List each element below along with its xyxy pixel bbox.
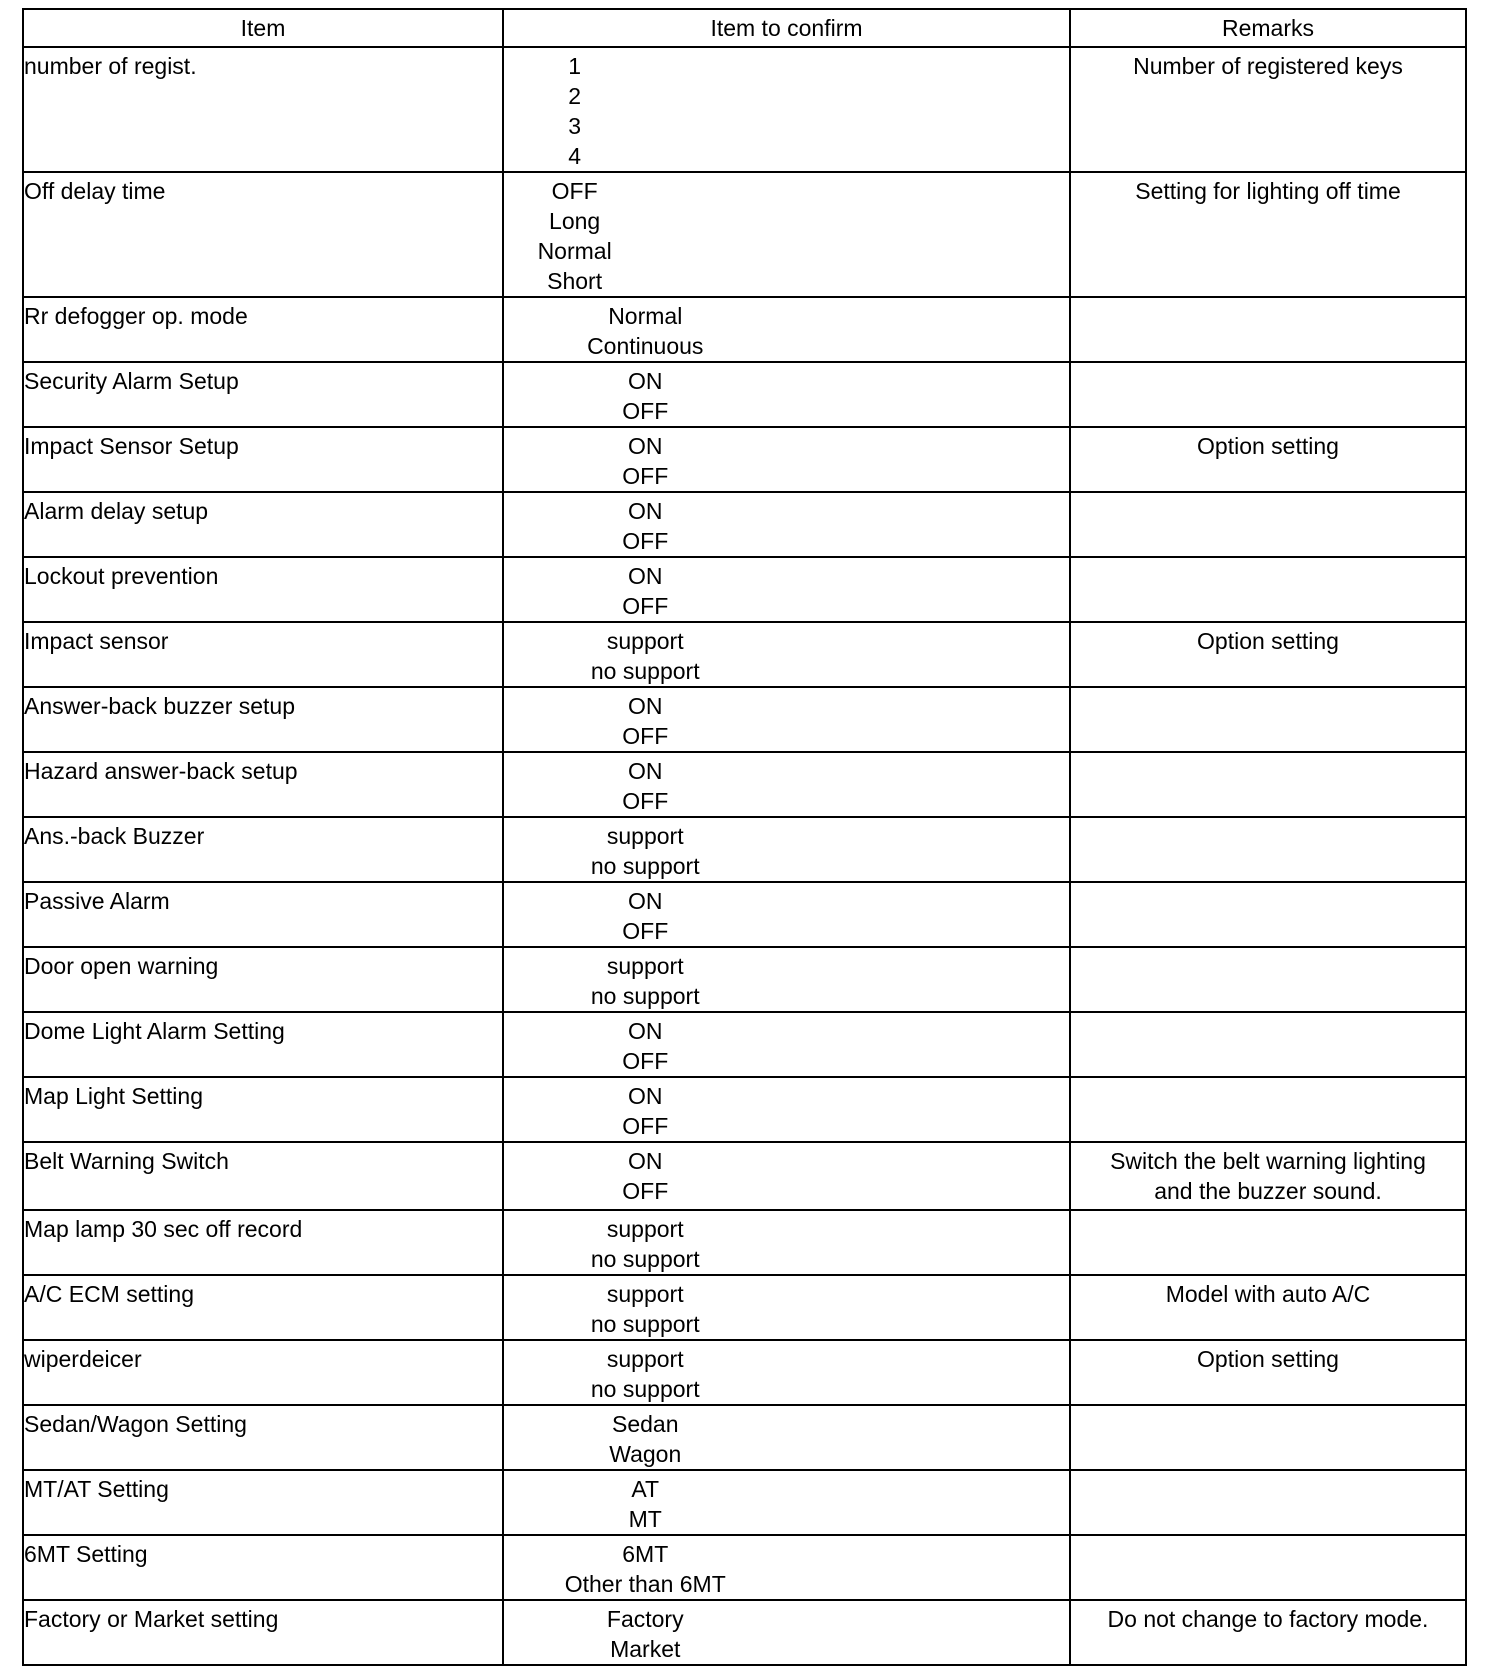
option-value: ON [628,368,663,394]
confirm-cell [503,817,1070,882]
option-value: OFF [622,1113,669,1139]
item-cell: Security Alarm Setup [23,362,503,427]
table-row [23,1340,1466,1405]
table-row [23,622,1466,687]
item-cell: Answer-back buzzer setup [23,687,503,752]
option-value: support [606,1216,684,1242]
table-row [23,882,1466,947]
option-value: OFF [551,178,598,204]
option-value: ON [628,758,663,784]
option-value: AT [631,1476,660,1502]
option-value: support [606,953,684,979]
item-cell: Belt Warning Switch [23,1142,503,1210]
table-row [23,427,1466,492]
table-row [23,752,1466,817]
option-value: ON [628,563,663,589]
option-value: Long [549,208,601,234]
confirm-cell [503,1535,1070,1600]
remark-cell [1070,1077,1466,1142]
remark-cell [1070,1210,1466,1275]
table-row [23,1275,1466,1340]
option-value: ON [628,1018,663,1044]
option-value: no support [590,983,700,1009]
remark-cell [1070,362,1466,427]
option-value: Wagon [609,1441,682,1467]
remark-cell [1070,752,1466,817]
option-value: no support [590,1376,700,1402]
option-value: 6MT [622,1541,669,1567]
table-row [23,172,1466,297]
remark-cell: Option setting [1070,427,1466,492]
confirm-cell [503,297,1070,362]
option-value: 2 [568,83,582,109]
item-cell: Rr defogger op. mode [23,297,503,362]
item-cell: Door open warning [23,947,503,1012]
header-item-to-confirm: Item to confirm [503,9,1070,47]
option-value: no support [590,1311,700,1337]
option-value: OFF [622,918,669,944]
option-value: support [606,1281,684,1307]
header-remarks: Remarks [1070,9,1466,47]
confirm-cell [503,427,1070,492]
item-cell: Ans.-back Buzzer [23,817,503,882]
option-value: ON [628,498,663,524]
table-row [23,1077,1466,1142]
option-value: ON [628,1083,663,1109]
table-row [23,1210,1466,1275]
option-value: Continuous [587,333,704,359]
remark-cell: Number of registered keys [1070,47,1466,172]
table-row [23,687,1466,752]
table-row [23,947,1466,1012]
option-value: OFF [622,528,669,554]
confirm-cell [503,1142,1070,1210]
remark-cell: Option setting [1070,1340,1466,1405]
table-row [23,817,1466,882]
header-row [23,9,1466,47]
confirm-cell [503,947,1070,1012]
confirm-cell [503,172,1070,297]
remark-cell [1070,297,1466,362]
option-value: OFF [622,593,669,619]
confirm-cell [503,1275,1070,1340]
remark-cell [1070,492,1466,557]
table-row [23,362,1466,427]
table-row [23,1142,1466,1210]
confirm-cell [503,1340,1070,1405]
option-value: ON [628,693,663,719]
table-row [23,1470,1466,1535]
remark-cell [1070,817,1466,882]
option-value: no support [590,658,700,684]
confirm-cell [503,1210,1070,1275]
item-cell: Passive Alarm [23,882,503,947]
table-row [23,1012,1466,1077]
confirm-cell [503,1470,1070,1535]
option-value: ON [628,1148,663,1174]
remark-cell [1070,557,1466,622]
remark-cell: Do not change to factory mode. [1070,1600,1466,1665]
settings-table [22,8,1467,1666]
option-value: Factory [606,1606,684,1632]
remark-cell [1070,882,1466,947]
item-cell: Impact Sensor Setup [23,427,503,492]
item-cell: 6MT Setting [23,1535,503,1600]
remark-cell [1070,1405,1466,1470]
item-cell: wiperdeicer [23,1340,503,1405]
option-value: OFF [622,1178,669,1204]
option-value: OFF [622,398,669,424]
header-item: Item [23,9,503,47]
confirm-cell [503,882,1070,947]
confirm-cell [503,1012,1070,1077]
remark-cell [1070,1535,1466,1600]
confirm-cell [503,1077,1070,1142]
option-value: 3 [568,113,582,139]
option-value: support [606,1346,684,1372]
option-value: no support [590,1246,700,1272]
option-value: support [606,823,684,849]
confirm-cell [503,622,1070,687]
option-value: OFF [622,463,669,489]
option-value: Normal [608,303,683,329]
option-value: Other than 6MT [564,1571,726,1597]
confirm-cell [503,1405,1070,1470]
confirm-cell [503,1600,1070,1665]
item-cell: Dome Light Alarm Setting [23,1012,503,1077]
item-cell: MT/AT Setting [23,1470,503,1535]
item-cell: Sedan/Wagon Setting [23,1405,503,1470]
option-value: ON [628,433,663,459]
table-row [23,492,1466,557]
option-value: 4 [568,143,582,169]
confirm-cell [503,362,1070,427]
item-cell: Map Light Setting [23,1077,503,1142]
confirm-cell [503,47,1070,172]
option-value: OFF [622,723,669,749]
option-value: OFF [622,788,669,814]
option-value: Short [547,268,603,294]
item-cell: Impact sensor [23,622,503,687]
remark-cell: Option setting [1070,622,1466,687]
table-row [23,47,1466,172]
item-cell: Alarm delay setup [23,492,503,557]
remark-cell [1070,1470,1466,1535]
confirm-cell [503,557,1070,622]
table-row [23,297,1466,362]
remark-cell [1070,687,1466,752]
item-cell: Map lamp 30 sec off record [23,1210,503,1275]
confirm-cell [503,687,1070,752]
option-value: MT [628,1506,662,1532]
table-row [23,1600,1466,1665]
option-value: OFF [622,1048,669,1074]
remark-cell [1070,1012,1466,1077]
confirm-cell [503,492,1070,557]
option-value: Normal [537,238,612,264]
option-value: Market [610,1636,681,1662]
item-cell: number of regist. [23,47,503,172]
item-cell: Factory or Market setting [23,1600,503,1665]
remark-cell [1070,947,1466,1012]
option-value: 1 [568,53,582,79]
option-value: no support [590,853,700,879]
item-cell: Lockout prevention [23,557,503,622]
option-value: Sedan [611,1411,679,1437]
confirm-cell [503,752,1070,817]
table-row [23,1405,1466,1470]
remark-cell: Model with auto A/C [1070,1275,1466,1340]
item-cell: A/C ECM setting [23,1275,503,1340]
remark-cell: Setting for lighting off time [1070,172,1466,297]
item-cell: Off delay time [23,172,503,297]
option-value: ON [628,888,663,914]
table-row [23,557,1466,622]
table-row [23,1535,1466,1600]
option-value: support [606,628,684,654]
item-cell: Hazard answer-back setup [23,752,503,817]
remark-cell: Switch the belt warning lighting and the buzzer sound. [1070,1142,1466,1210]
